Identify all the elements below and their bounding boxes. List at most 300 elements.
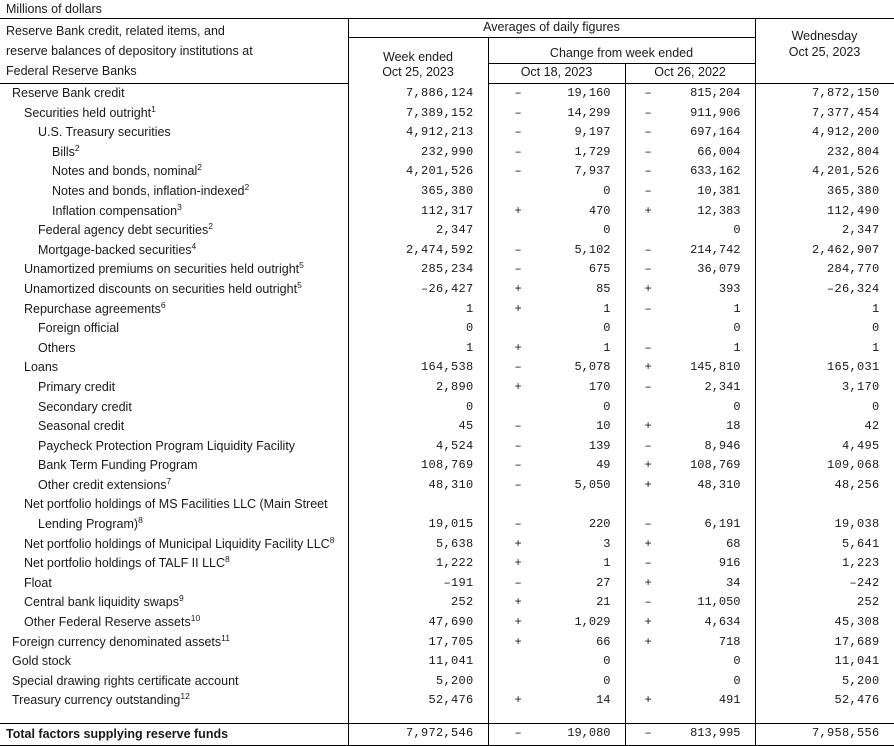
change-week-value [488,378,625,398]
row-label-text: Other Federal Reserve assets$^{10}$ [24,612,201,630]
footnote-marker: 11 [221,632,230,643]
wednesday-value: 1 [755,300,894,320]
change-week-value [488,221,625,241]
wednesday-value: 17,689 [755,633,894,653]
row-label-text: Federal agency debt securities$^2$ [38,221,213,238]
change-value: 4,634 [704,615,741,630]
change-value: 10 [596,419,611,434]
week-ended-value: 2,347 [348,221,488,241]
change-week-value [488,84,625,104]
footnote-marker: 8 [138,514,143,525]
footnote-marker: 5 [297,279,302,290]
row-label-text: Net portfolio holdings of TALF II LLC$^8$ [24,554,230,571]
footnote-marker: 2 [74,142,80,153]
stub-line-1: Reserve Bank credit, related items, and [6,24,225,38]
wednesday-value: 2,347 [755,221,894,241]
change-sign: + [514,634,522,649]
spacer-chg2 [625,711,755,724]
change-week-value [488,437,625,457]
wednesday-value: 5,641 [755,535,894,555]
change-value: 66,004 [697,144,741,159]
change-value: 0 [603,673,611,688]
change-value: 139 [588,438,611,453]
change-year-value [625,339,755,359]
week-ended-value: 0 [348,398,488,418]
change-value: 0 [733,654,741,669]
change-value: 145,810 [690,360,741,375]
week-ended-value: 112,317 [348,202,488,222]
table-row [0,378,894,398]
table-row [0,319,894,339]
row-label [0,593,348,613]
change-year-value [625,593,755,613]
table-row [0,221,894,241]
change-value: 48,310 [697,477,741,492]
row-label-text: Seasonal credit [38,419,125,434]
change-week-value [488,535,625,555]
change-year-value [625,554,755,574]
change-sign: – [644,262,652,277]
footnote-marker: 5 [299,260,304,271]
row-label [0,554,348,574]
change-year-value [625,182,755,202]
row-label [0,143,348,163]
stub-line-3: Federal Reserve Banks [6,64,137,78]
change-sign: + [644,693,652,708]
change-value: 491 [718,693,741,708]
change-value: 11,050 [697,595,741,610]
wednesday-value: 4,495 [755,437,894,457]
change-group-header: Change from week ended [488,38,755,64]
footnote-marker: 3 [177,201,182,212]
row-label-text: Primary credit [38,379,116,394]
change-week-value [488,574,625,594]
change-week-value [488,398,625,418]
change-date-2-header: Oct 26, 2022 [625,63,755,84]
change-sign: – [644,144,652,159]
row-label [0,104,348,124]
change-sign: – [514,86,522,100]
change-year-value [625,613,755,633]
change-value: 1 [733,301,741,316]
change-year-value [625,123,755,143]
change-value: 0 [603,183,611,198]
change-value: 49 [596,458,611,473]
change-week-value [488,319,625,339]
wednesday-value: 45,308 [755,613,894,633]
change-sign: + [644,615,652,630]
change-year-value [625,691,755,711]
change-week-value [488,652,625,672]
spacer-wed [755,711,894,724]
wednesday-value: 232,804 [755,143,894,163]
spacer-row [0,711,894,724]
wednesday-value: –26,324 [755,280,894,300]
row-label [0,221,348,241]
row-label-text: Securities held outright$^1$ [24,103,156,120]
total-change-year-value: – 813,995 [625,724,755,746]
row-label-continuation: Lending Program)$^8$ [38,514,143,532]
wednesday-value: 112,490 [755,202,894,222]
row-label [0,535,348,555]
wednesday-value: 365,380 [755,182,894,202]
week-ended-value: 5,200 [348,672,488,692]
row-label-text: Notes and bonds, inflation-indexed$^2$ [52,181,250,198]
change-sign: – [644,301,652,316]
table-row [0,691,894,711]
change-sign: – [644,438,652,453]
change-value: 85 [596,281,611,296]
row-label [0,476,348,496]
change-value: 14 [596,693,611,708]
change-sign: + [514,556,522,571]
change-value: 108,769 [690,458,741,473]
change-sign: – [644,164,652,179]
wednesday-value: 0 [755,398,894,418]
wednesday-value: 19,038 [755,495,894,534]
change-sign: + [514,340,522,355]
change-value: 5,102 [574,242,611,257]
change-week-value [488,358,625,378]
footnote-marker: 8 [225,554,230,565]
table-row [0,593,894,613]
change-value: 14,299 [567,105,611,120]
row-label [0,574,348,594]
change-value: 697,164 [690,125,741,140]
change-year-value [625,319,755,339]
change-week-value [488,593,625,613]
table-body [0,84,894,746]
change-week-value [488,417,625,437]
table-row [0,84,894,104]
change-sign: – [644,379,652,394]
row-label-text: U.S. Treasury securities [38,125,171,140]
change-sign: – [514,242,522,257]
change-sign: – [514,477,522,492]
change-value: 5,050 [574,477,611,492]
wednesday-value: –242 [755,574,894,594]
change-value: 0 [603,321,611,336]
week-ended-header [348,38,488,84]
table-row [0,495,894,534]
footnote-marker: 8 [329,534,335,545]
row-label-text: Other credit extensions$^7$ [38,475,172,492]
change-value: 214,742 [690,242,741,257]
change-value: 68 [726,536,741,551]
change-sign: – [644,595,652,610]
week-ended-value: –26,427 [348,280,488,300]
table-row [0,143,894,163]
change-sign: + [514,203,522,218]
week-ended-value: 19,015 [348,495,488,534]
row-label [0,672,348,692]
row-label-text: Repurchase agreements$^6$ [24,299,166,316]
wednesday-value: 7,377,454 [755,104,894,124]
total-week-value: 7,972,546 [348,724,488,746]
table-row [0,672,894,692]
row-label-text: Unamortized premiums on securities held outright$^5$ [24,260,304,277]
change-year-value [625,456,755,476]
change-year-value [625,84,755,104]
spacer-label [0,711,348,724]
row-label [0,162,348,182]
wednesday-value: 3,170 [755,378,894,398]
change-value: 0 [733,321,741,336]
table-row [0,535,894,555]
week-ended-value: 45 [348,417,488,437]
change-value: 5,078 [574,360,611,375]
change-year-value [625,300,755,320]
table-row [0,574,894,594]
change-sign: + [514,536,522,551]
change-week-value [488,104,625,124]
change-year-value [625,202,755,222]
change-year-value [625,672,755,692]
change-week-value [488,280,625,300]
table-row [0,437,894,457]
change-week-value [488,339,625,359]
row-label [0,123,348,143]
change-value: 916 [718,556,741,571]
change-value: 1 [603,340,611,355]
row-label-text: Mortgage-backed securities$^4$ [38,240,197,257]
row-label-text: Others [38,340,76,355]
footnote-marker: 1 [151,103,156,114]
change-sign: – [644,242,652,257]
change-value: 1 [603,301,611,316]
wednesday-value: 2,462,907 [755,241,894,261]
table-row [0,182,894,202]
change-sign: + [514,615,522,630]
total-row [0,724,894,746]
footnote-marker: 2 [197,162,202,173]
total-label: Total factors supplying reserve funds [0,724,348,746]
wednesday-value: 4,912,200 [755,123,894,143]
units-caption: Millions of dollars [6,2,102,16]
row-label-text: Bills$^2$ [52,142,80,159]
change-sign: + [514,693,522,708]
week-ended-value: 7,886,124 [348,84,488,104]
change-week-value [488,691,625,711]
change-value: 0 [603,223,611,238]
table-row [0,162,894,182]
week-ended-value: 52,476 [348,691,488,711]
change-sign: + [644,536,652,551]
table-row [0,476,894,496]
change-value: 36,079 [697,262,741,277]
week-ended-value: 232,990 [348,143,488,163]
footnote-marker: 9 [178,593,184,604]
footnote-marker: 2 [208,221,213,231]
row-label [0,437,348,457]
wednesday-value: 48,256 [755,476,894,496]
row-label-text: Inflation compensation$^3$ [52,201,182,218]
change-sign: – [644,556,652,571]
table-row [0,339,894,359]
row-label [0,339,348,359]
averages-group-header: Averages of daily figures [348,19,755,38]
wednesday-value: 284,770 [755,260,894,280]
row-label-text: Foreign official [38,321,120,336]
change-week-value [488,260,625,280]
wednesday-value: 1,223 [755,554,894,574]
table-row [0,280,894,300]
row-label [0,633,348,653]
wednesday-value: 52,476 [755,691,894,711]
change-value: 815,204 [690,86,741,100]
change-week-value [488,300,625,320]
row-label-text: Foreign currency denominated assets$^{11}$ [12,632,230,649]
wednesday-value: 4,201,526 [755,162,894,182]
spacer-chg1 [488,711,625,724]
week-ended-value: 4,201,526 [348,162,488,182]
change-sign: + [644,458,652,473]
row-label-text: Bank Term Funding Program [38,458,198,473]
row-label [0,378,348,398]
change-sign: – [514,419,522,434]
wednesday-value: 5,200 [755,672,894,692]
wednesday-value: 7,872,150 [755,84,894,104]
footnote-marker: 2 [244,181,250,192]
change-date-1-header: Oct 18, 2023 [488,63,625,84]
row-label [0,417,348,437]
wednesday-value: 0 [755,319,894,339]
change-week-value [488,613,625,633]
change-sign: + [644,281,652,296]
change-value: 718 [718,634,741,649]
change-week-value [488,123,625,143]
change-sign: + [514,301,522,316]
table-row [0,554,894,574]
week-ended-value: 5,638 [348,535,488,555]
week-ended-value: 1 [348,300,488,320]
change-sign: + [644,419,652,434]
change-sign: + [644,575,652,590]
header-row-group [0,19,894,38]
row-label-text: Secondary credit [38,399,132,414]
row-label-text: Notes and bonds, nominal$^2$ [52,162,202,179]
change-year-value [625,574,755,594]
change-sign: + [644,634,652,649]
week-ended-value: 17,705 [348,633,488,653]
table-row [0,300,894,320]
change-sign: + [644,203,652,218]
footnote-marker: 7 [166,475,172,486]
week-ended-value: 2,474,592 [348,241,488,261]
change-sign: – [644,183,652,198]
row-label-text: Loans [24,360,59,375]
week-ended-value: 4,524 [348,437,488,457]
wednesday-value: 1 [755,339,894,359]
change-value: 911,906 [690,105,741,120]
row-label [0,84,348,104]
row-label [0,319,348,339]
table-row [0,104,894,124]
change-sign: – [644,125,652,140]
change-year-value [625,358,755,378]
change-sign: + [644,360,652,375]
footnote-marker: 4 [191,240,197,251]
week-ended-value: 48,310 [348,476,488,496]
change-value: 9,197 [574,125,611,140]
change-value: 7,937 [574,164,611,179]
change-value: 12,383 [697,203,741,218]
change-year-value [625,280,755,300]
row-label [0,202,348,222]
wednesday-value: 42 [755,417,894,437]
change-value: 0 [733,399,741,414]
total-wednesday-value: 7,958,556 [755,724,894,746]
wednesday-value: 165,031 [755,358,894,378]
table-row [0,123,894,143]
wednesday-date-spacer [755,63,894,84]
table-row [0,652,894,672]
table-row [0,613,894,633]
row-label-text: Gold stock [12,654,72,669]
change-value: 470 [588,203,611,218]
row-label-text: Net portfolio holdings of MS Facilities LLC (Main Street [24,497,328,512]
row-label [0,398,348,418]
wednesday-value: 11,041 [755,652,894,672]
table-row [0,456,894,476]
change-value: 675 [588,262,611,277]
change-sign: + [514,595,522,610]
change-sign: – [644,105,652,120]
change-year-value [625,417,755,437]
week-ended-value: 1 [348,339,488,359]
change-value: 633,162 [690,164,741,179]
row-label [0,182,348,202]
change-week-value [488,162,625,182]
change-week-value [488,143,625,163]
change-value: 27 [596,575,611,590]
change-year-value [625,378,755,398]
row-label-text: Float [24,575,52,590]
change-value: 21 [596,595,611,610]
change-value: 10,381 [697,183,741,198]
change-week-value [488,202,625,222]
table-row [0,202,894,222]
change-year-value [625,535,755,555]
change-sign: – [514,438,522,453]
change-sign: – [514,262,522,277]
change-sign: – [514,164,522,179]
week-ended-value: 365,380 [348,182,488,202]
footnote-marker: 6 [160,299,166,310]
change-value: 1 [733,340,741,355]
table-row [0,260,894,280]
change-value: 0 [733,673,741,688]
wednesday-date: Oct 25, 2023 [788,44,861,59]
change-sign: – [514,360,522,375]
row-label [0,260,348,280]
footnote-marker: 12 [180,691,190,702]
row-label-text: Unamortized discounts on securities held outright$^5$ [24,279,302,296]
row-label [0,691,348,711]
table-row [0,358,894,378]
change-year-value [625,437,755,457]
change-sign: – [514,105,522,120]
week-ended-value: 164,538 [348,358,488,378]
change-sign: – [514,575,522,590]
table-row [0,633,894,653]
row-label [0,495,348,534]
change-sign: – [644,340,652,355]
row-label-text: Treasury currency outstanding$^{12}$ [12,691,190,708]
row-label-text: Net portfolio holdings of Municipal Liquidity Facility LLC$^8$ [24,534,335,551]
change-value: 0 [603,399,611,414]
change-year-value [625,260,755,280]
